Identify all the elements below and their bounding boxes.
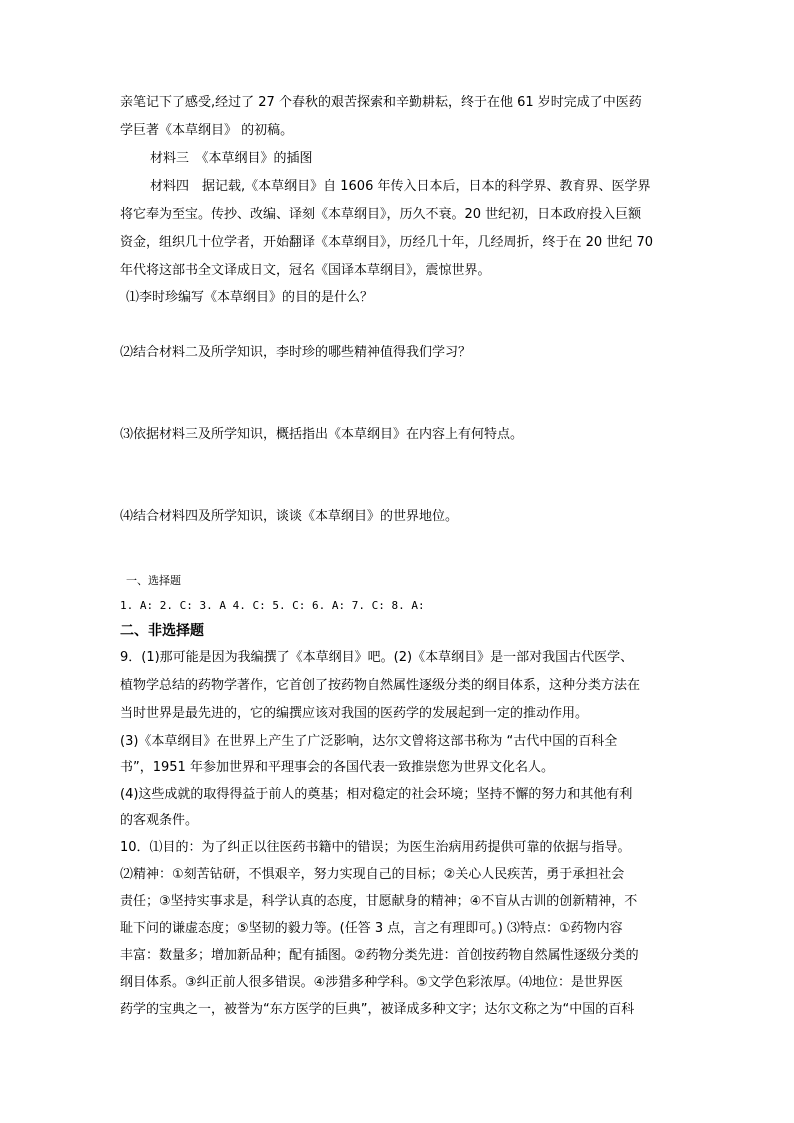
material-four-text-line: 将它奉为至宝。传抄、改编、译刻《本草纲目》，历久不衰。20 世纪初，日本政府投入巨额: [120, 207, 642, 222]
choice-answers: 1. A: 2. C: 3. A 4. C: 5. C: 6. A: 7. C: 8. A:: [120, 599, 425, 612]
question-1: ⑴李时珍编写《本草纲目》的目的是什么？: [126, 290, 374, 305]
answer-line: 当时世界是最先进的，它的编撰应该对我国的医药学的发展起到一定的推动作用。: [120, 706, 589, 721]
answer-line: 药学的宝典之一，被誉为“东方医学的巨典”，被译成多种文字；达尔文称之为“中国的百科: [120, 1002, 635, 1017]
answer-line: 9．(1)那可能是因为我编撰了《本草纲目》吧。(2)《本草纲目》是一部对我国古代医学、: [120, 650, 634, 665]
answer-line: 纲目体系。③纠正前人很多错误。④涉猎多种学科。⑤文学色彩浓厚。⑷地位：是世界医: [120, 975, 623, 990]
question-3: ⑶依据材料三及所学知识，概括指出《本草纲目》在内容上有何特点。: [120, 427, 524, 442]
material-three-heading: 材料三 《本草纲目》的插图: [150, 151, 313, 166]
section-nonchoice-title: 二、非选择题: [120, 623, 204, 639]
answer-line: 耻下问的谦虚态度；⑤坚韧的毅力等。(任答 3 点，言之有理即可。) ⑶特点：①药物内容: [120, 921, 623, 936]
answer-line: ⑵精神：①刻苦钻研，不惧艰辛，努力实现自己的目标；②关心人民疾苦，勇于承担社会: [120, 867, 625, 882]
material-four-text-line: 年代将这部书全文译成日文，冠名《国译本草纲目》，震惊世界。: [120, 263, 491, 278]
answer-line: (4)这些成就的取得得益于前人的奠基；相对稳定的社会环境；坚持不懈的努力和其他有利: [120, 787, 633, 802]
material-two-text-line: 学巨著《本草纲目》 的初稿。: [120, 123, 294, 138]
answer-line: 书”，1951 年参加世界和平理事会的各国代表一致推崇您为世界文化名人。: [120, 760, 554, 775]
answer-line: 10．⑴目的：为了纠正以往医药书籍中的错误；为医生治病用药提供可靠的依据与指导。: [120, 840, 631, 855]
material-four-text-line: 资金，组织几十位学者，开始翻译《本草纲目》，历经几十年，几经周折，终于在 20 世纪 70: [120, 235, 653, 250]
answer-line: 丰富：数量多；增加新品种；配有插图。②药物分类先进：首创按药物自然属性逐级分类的: [120, 948, 639, 963]
material-four-text-line: 材料四 据记载,《本草纲目》自 1606 年传入日本后，日本的科学界、教育界、医学界: [150, 179, 651, 194]
answer-line: 的客观条件。: [120, 813, 199, 828]
question-4: ⑷结合材料四及所学知识，谈谈《本草纲目》的世界地位。: [120, 509, 459, 524]
material-two-text-line: 亲笔记下了感受,经过了 27 个春秋的艰苦探索和辛勤耕耘，终于在他 61 岁时完成了中医药: [120, 95, 642, 110]
answer-line: 植物学总结的药物学著作，它首创了按药物自然属性逐级分类的纲目体系，这种分类方法在: [120, 678, 641, 693]
answer-line: (3)《本草纲目》在世界上产生了广泛影响，达尔文曾将这部书称为 “古代中国的百科全: [120, 734, 618, 749]
question-2: ⑵结合材料二及所学知识，李时珍的哪些精神值得我们学习？: [120, 345, 472, 360]
section-choice-title: 一、选择题: [126, 574, 181, 587]
answer-line: 责任；③坚持实事求是，科学认真的态度，甘愿献身的精神；④不盲从古训的创新精神，不: [120, 894, 638, 909]
